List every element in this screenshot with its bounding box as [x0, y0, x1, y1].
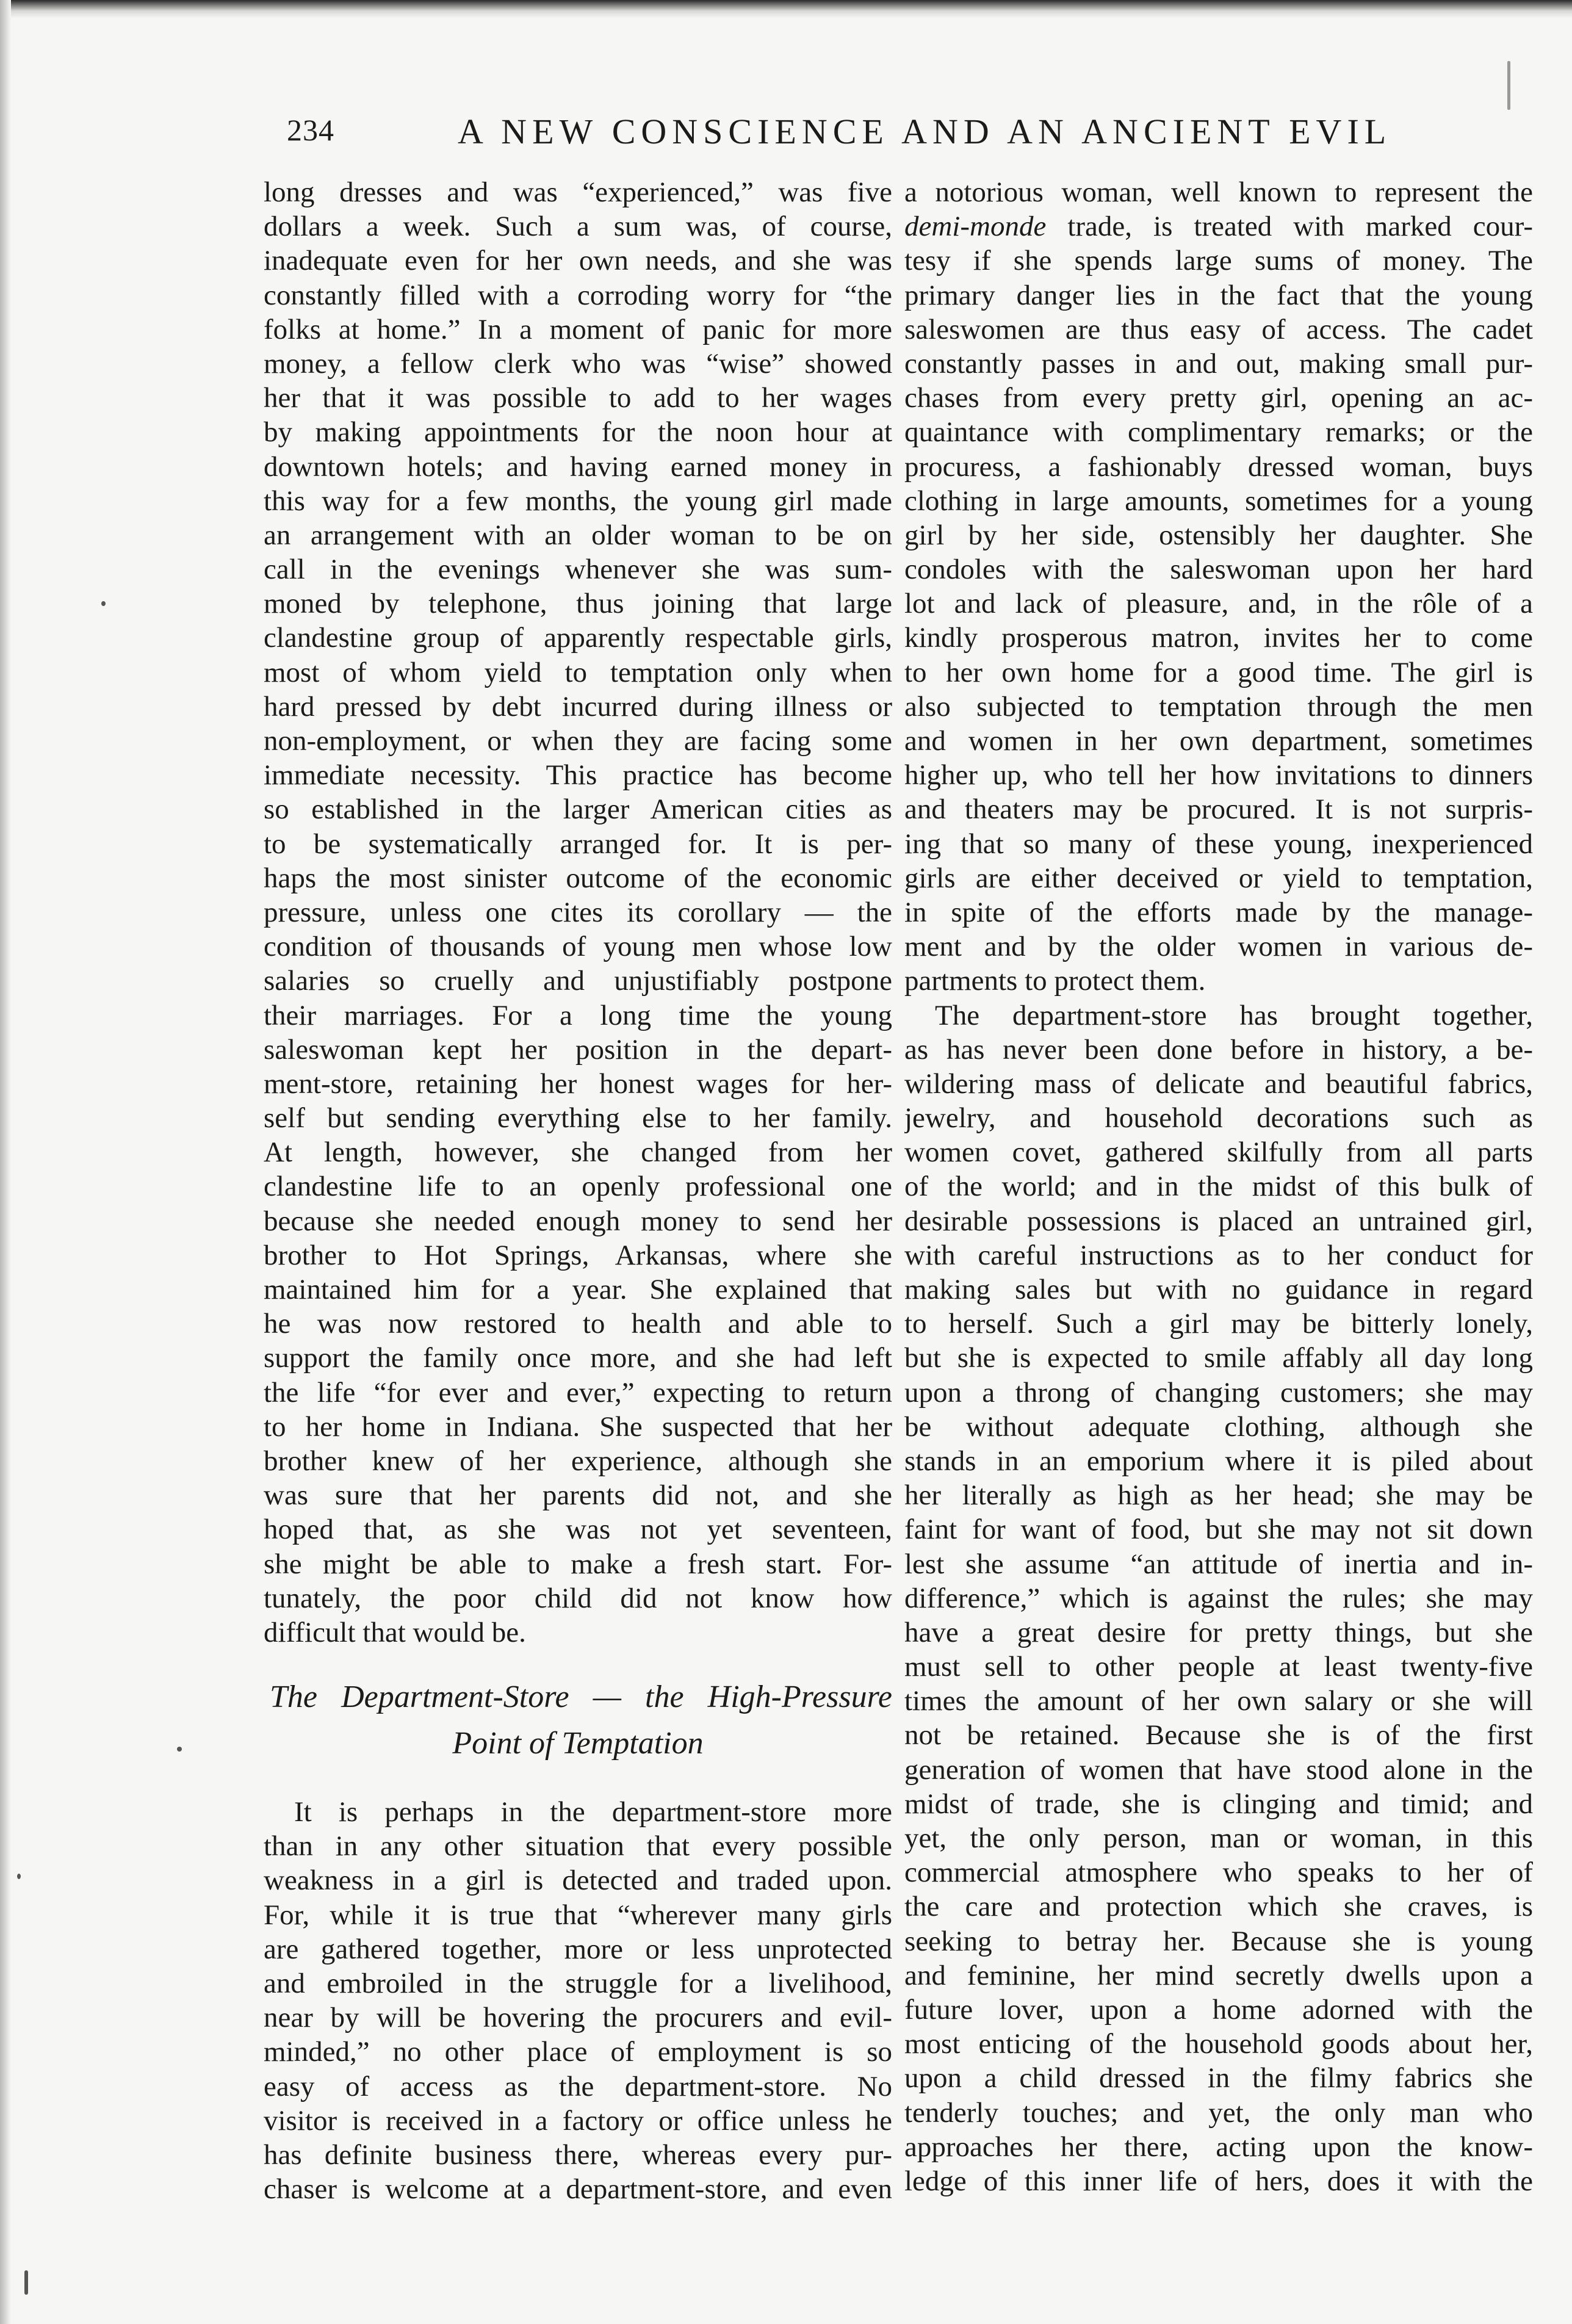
text-line: upon a throng of changing customers; she may — [904, 1376, 1533, 1409]
text-line: immediate necessity. This practice has become — [264, 759, 892, 792]
text-line: making sales but with no guidance in regard — [904, 1274, 1533, 1305]
text-line: inadequate even for her own needs, and she was — [264, 245, 892, 277]
spacer — [264, 1650, 892, 1674]
text-line: minded,” no other place of employment is so — [264, 2036, 892, 2068]
text-line: women covet, gathered skilfully from all parts — [904, 1136, 1533, 1169]
text-line: procuress, a fashionably dressed woman, buys — [904, 450, 1533, 483]
text-line: as has never been done before in history, a be- — [904, 1033, 1533, 1066]
text-line: lest she assume “an attitude of inertia and in- — [904, 1548, 1533, 1580]
text-line: to her home in Indiana. She suspected that her — [264, 1410, 892, 1443]
text-line: upon a child dressed in the filmy fabrics she — [904, 2062, 1533, 2095]
text-line: her that it was possible to add to her wages — [264, 382, 892, 414]
text-line: tenderly touches; and yet, the only man who — [904, 2096, 1533, 2129]
text-line — [904, 209, 1533, 244]
running-title: A NEW CONSCIENCE AND AN ANCIENT EVIL — [458, 112, 1392, 151]
text-line: to herself. Such a girl may be bitterly lonely, — [904, 1308, 1533, 1340]
page-top-edge — [0, 0, 1572, 18]
text-line: jewelry, and household decorations such as — [904, 1102, 1533, 1135]
text-line: tesy if she spends large sums of money. The — [904, 245, 1533, 277]
text-line: clothing in large amounts, sometimes for a young — [904, 485, 1533, 517]
text-line: future lover, upon a home adorned with the — [904, 1993, 1533, 2026]
text-line: quaintance with complimentary remarks; or the — [904, 416, 1533, 449]
text-line: easy of access as the department-store. No — [264, 2070, 892, 2102]
text-line: desirable possessions is placed an untrained girl, — [904, 1205, 1533, 1237]
text-line: ment-store, retaining her honest wages for her- — [264, 1067, 892, 1100]
text-line: commercial atmosphere who speaks to her of — [904, 1857, 1533, 1889]
text-line: difference,” which is against the rules; she may — [904, 1582, 1533, 1614]
text-line: are gathered together, more or less unprotected — [264, 1933, 892, 1965]
text-line: clandestine life to an openly professional one — [264, 1171, 892, 1203]
text-line: the care and protection which she craves, is — [904, 1891, 1533, 1923]
text-line: clandestine group of apparently respectable girls, — [264, 622, 892, 654]
text-line: ing that so many of these young, inexperienced — [904, 828, 1533, 860]
text-line: generation of women that have stood alone in the — [904, 1753, 1533, 1786]
text-line: stands in an emporium where it is piled about — [904, 1445, 1533, 1477]
page-number: 234 — [287, 113, 334, 147]
text-line: ment and by the older women in various de- — [904, 931, 1533, 963]
subhead-line: The Department-Store — the High-Pressure — [270, 1680, 892, 1715]
scan-speck — [17, 1874, 21, 1879]
text-line: to her own home for a good time. The girl is — [904, 656, 1533, 688]
text-line: maintained him for a year. She explained that — [264, 1274, 892, 1305]
text-line: in spite of the efforts made by the manage- — [904, 896, 1533, 928]
text-line: their marriages. For a long time the young — [264, 999, 892, 1031]
text-line: and women in her own department, sometimes — [904, 725, 1533, 757]
text-line: At length, however, she changed from her — [264, 1136, 892, 1169]
text-line: of the world; and in the midst of this bulk of — [904, 1171, 1533, 1203]
scan-speck — [1507, 61, 1510, 110]
text-line: condition of thousands of young men whose low — [264, 931, 892, 963]
text-line: and feminine, her mind secretly dwells upon a — [904, 1959, 1533, 1991]
text-line: not be retained. Because she is of the first — [904, 1719, 1533, 1752]
text-line: so established in the larger American cities as — [264, 793, 892, 826]
text-line: hoped that, as she was not yet seventeen, — [264, 1514, 892, 1546]
right-paragraph-2 — [904, 998, 1533, 2199]
text-span: trade, is treated with marked cour- — [1046, 211, 1533, 243]
text-line: but she is expected to smile affably all day long — [904, 1342, 1533, 1374]
scan-speck — [177, 1747, 182, 1752]
text-line: call in the evenings whenever she was sum- — [264, 554, 892, 586]
left-paragraph-2 — [264, 1795, 892, 2206]
text-line: self but sending everything else to her family. — [264, 1102, 892, 1135]
text-line: condoles with the saleswoman upon her hard — [904, 554, 1533, 586]
text-line: girls are either deceived or yield to temptation, — [904, 862, 1533, 894]
text-line: midst of trade, she is clinging and timid; and — [904, 1788, 1533, 1820]
text-line: to be systematically arranged for. It is per- — [264, 828, 892, 860]
left-column — [264, 175, 892, 2206]
text-line: higher up, who tell her how invitations to dinners — [904, 759, 1533, 792]
left-paragraph-1 — [264, 175, 892, 1650]
text-line: and theaters may be procured. It is not surpris- — [904, 793, 1533, 826]
text-line: wildering mass of delicate and beautiful fabrics, — [904, 1067, 1533, 1100]
right-paragraph-1 — [904, 175, 1533, 998]
italic-term: demi-monde — [904, 211, 1047, 243]
text-line: downtown hotels; and having earned money in — [264, 450, 892, 483]
page-header — [287, 104, 1392, 159]
text-line: partments to protect them. — [904, 965, 1206, 997]
text-line: visitor is received in a factory or office unless he — [264, 2104, 892, 2137]
text-line: have a great desire for pretty things, but she — [904, 1616, 1533, 1648]
text-line: constantly filled with a corroding worry for “the — [264, 279, 892, 311]
text-line: difficult that would be. — [264, 1616, 526, 1648]
section-subhead — [264, 1674, 892, 1767]
text-line: must sell to other people at least twenty-five — [904, 1651, 1533, 1683]
text-line: she might be able to make a fresh start. For- — [264, 1548, 892, 1580]
text-line: and embroiled in the struggle for a livelihood, — [264, 1968, 892, 1999]
text-line: kindly prosperous matron, invites her to come — [904, 622, 1533, 654]
text-line: has definite business there, whereas every pur- — [264, 2138, 892, 2171]
text-line: be without adequate clothing, although she — [904, 1410, 1533, 1443]
text-line: seeking to betray her. Because she is young — [904, 1925, 1533, 1957]
text-line: girl by her side, ostensibly her daughter. She — [904, 519, 1533, 551]
text-line: long dresses and was “experienced,” was five — [264, 176, 892, 208]
text-line: primary danger lies in the fact that the young — [904, 279, 1533, 311]
text-line: he was now restored to health and able to — [264, 1308, 892, 1340]
text-line: haps the most sinister outcome of the economic — [264, 862, 892, 894]
text-line: tunately, the poor child did not know how — [264, 1582, 892, 1614]
text-line: this way for a few months, the young girl made — [264, 485, 892, 517]
text-line: lot and lack of pleasure, and, in the rôle of a — [904, 588, 1533, 620]
text-line: weakness in a girl is detected and traded upon. — [264, 1864, 892, 1897]
text-line: approaches her there, acting upon the know- — [904, 2131, 1533, 2163]
text-line: her literally as high as her head; she may be — [904, 1479, 1533, 1512]
text-line: brother knew of her experience, although she — [264, 1445, 892, 1477]
text-line: the life “for ever and ever,” expecting to return — [264, 1376, 892, 1409]
text-line: a notorious woman, well known to represent the — [904, 176, 1533, 208]
text-line: brother to Hot Springs, Arkansas, where she — [264, 1239, 892, 1271]
text-line: near by will be hovering the procurers and evil- — [264, 2002, 892, 2034]
text-line: than in any other situation that every possible — [264, 1830, 892, 1863]
text-line: chaser is welcome at a department-store, and even — [264, 2173, 892, 2206]
text-line: saleswomen are thus easy of access. The cadet — [904, 313, 1533, 345]
text-line: constantly passes in and out, making small pur- — [904, 347, 1533, 380]
text-line: ledge of this inner life of hers, does it with the — [904, 2165, 1533, 2197]
text-line: support the family once more, and she had left — [264, 1342, 892, 1374]
text-line: times the amount of her own salary or she will — [904, 1685, 1533, 1717]
text-line: For, while it is true that “wherever many girls — [264, 1899, 892, 1931]
text-line: most of whom yield to temptation only when — [264, 656, 892, 688]
text-line: non-employment, or when they are facing some — [264, 725, 892, 757]
text-line: faint for want of food, but she may not sit down — [904, 1514, 1533, 1546]
text-line: pressure, unless one cites its corollary — the — [264, 896, 892, 928]
text-line: chases from every pretty girl, opening an ac- — [904, 382, 1533, 414]
text-line: folks at home.” In a moment of panic for more — [264, 313, 892, 345]
text-line: saleswoman kept her position in the depart- — [264, 1033, 892, 1066]
text-line: most enticing of the household goods about her, — [904, 2028, 1533, 2060]
text-line: by making appointments for the noon hour at — [264, 416, 892, 449]
page-left-shadow — [0, 0, 11, 2324]
text-line: salaries so cruelly and unjustifiably postpone — [264, 965, 892, 997]
text-line: an arrangement with an older woman to be on — [264, 519, 892, 551]
text-line: yet, the only person, man or woman, in this — [904, 1822, 1533, 1854]
text-line: The department-store has brought together, — [935, 999, 1533, 1031]
text-line: money, a fellow clerk who was “wise” showed — [264, 347, 892, 380]
spacer — [264, 1767, 892, 1795]
scan-speck — [101, 601, 106, 606]
text-line: dollars a week. Such a sum was, of course, — [264, 211, 892, 243]
text-line: hard pressed by debt incurred during illness or — [264, 690, 892, 723]
scan-speck — [24, 2270, 28, 2295]
text-line: because she needed enough money to send her — [264, 1205, 892, 1237]
right-column — [904, 175, 1533, 2198]
text-line: It is perhaps in the department-store more — [294, 1796, 892, 1828]
text-line: with careful instructions as to her conduct for — [904, 1239, 1533, 1271]
text-line: moned by telephone, thus joining that large — [264, 588, 892, 620]
subhead-line: Point of Temptation — [452, 1726, 704, 1761]
text-line: was sure that her parents did not, and she — [264, 1479, 892, 1512]
text-line: also subjected to temptation through the men — [904, 690, 1533, 723]
